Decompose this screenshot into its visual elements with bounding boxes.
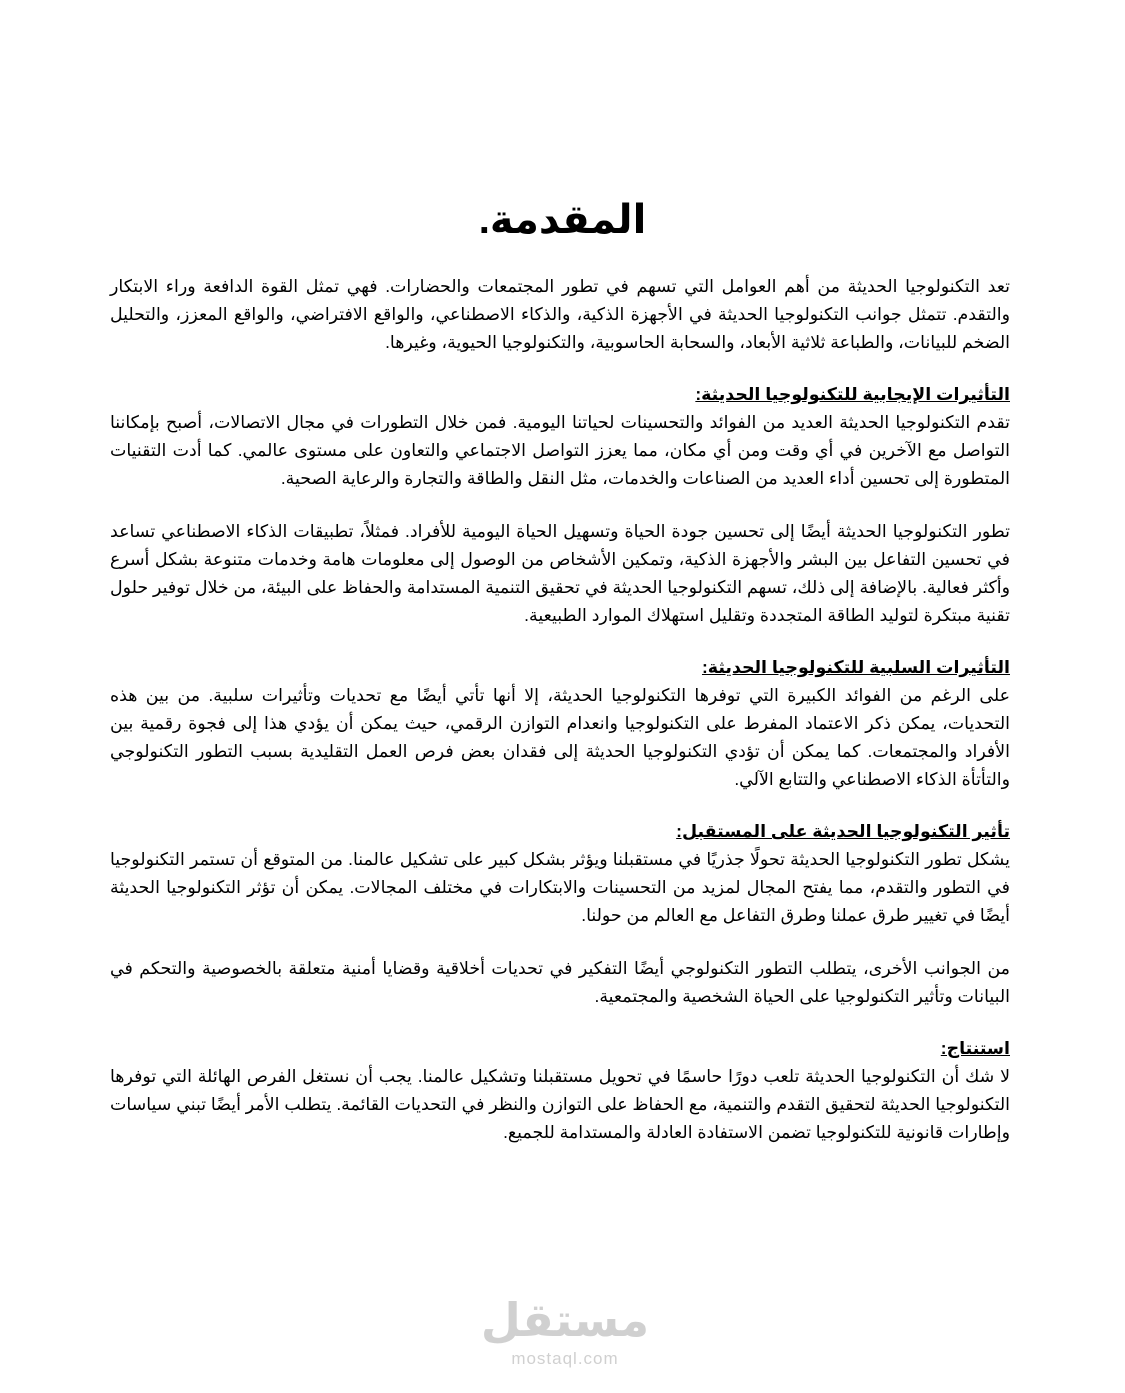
- positive-effects-heading: التأثيرات الإيجابية للتكنولوجيا الحديثة:: [695, 384, 1010, 404]
- positive-effects-paragraph-2: تطور التكنولوجيا الحديثة أيضًا إلى تحسين جودة الحياة وتسهيل الحياة اليومية للأفراد. فمثلاً، تطبيقات الذكاء الاصطناعي تساعد في تحسين التفاعل بين البشر والأجهزة الذكية، وتمكين الأشخاص من الوصول إلى معلومات هامة وخدمات متنوعة بشكل أسرع وأكثر فعالية. بالإضافة إلى ذلك، تسهم التكنولوجيا الحديثة في تحقيق التنمية المستدامة والحفاظ على البيئة، من خلال توفير حلول تقنية مبتكرة لتوليد الطاقة المتجددة وتقليل استهلاك الموارد الطبيعية.: [110, 521, 1010, 625]
- intro-section: [110, 272, 1010, 356]
- intro-paragraph: تعد التكنولوجيا الحديثة من أهم العوامل التي تسهم في تطور المجتمعات والحضارات. فهي تمثل القوة الدافعة وراء الابتكار والتقدم. تتمثل جوانب التكنولوجيا الحديثة في الأجهزة الذكية، والذكاء الاصطناعي، والواقع الافتراضي، والواقع المعزز، والتحليل الضخم للبيانات، والطباعة ثلاثية الأبعاد، والسحابة الحاسوبية، والتكنولوجيا الحيوية، وغيرها.: [110, 276, 1010, 352]
- mostaql-logo: مستقل: [480, 1294, 650, 1346]
- conclusion-paragraph: لا شك أن التكنولوجيا الحديثة تلعب دورًا حاسمًا في تحويل مستقبلنا وتشكيل عالمنا. يجب أن نستغل الفرص الهائلة التي توفرها التكنولوجيا الحديثة لتحقيق التقدم والتنمية، مع الحفاظ على التوازن والنظر في التحديات القائمة. يتطلب الأمر أيضًا تبني سياسات وإطارات قانونية للتكنولوجيا تضمن الاستفادة العادلة والمستدامة للجميع.: [110, 1066, 1010, 1142]
- future-impact-paragraph-2: من الجوانب الأخرى، يتطلب التطور التكنولوجي أيضًا التفكير في تحديات أخلاقية وقضايا أمنية متعلقة بالخصوصية والتحكم في البيانات وتأثير التكنولوجيا على الحياة الشخصية والمجتمعية.: [110, 958, 1010, 1006]
- mostaql-watermark: [470, 1292, 660, 1382]
- conclusion-section: [110, 1034, 1010, 1146]
- mostaql-url: mostaql.com: [511, 1349, 619, 1368]
- future-impact-section: [110, 817, 1010, 1010]
- positive-effects-section: [110, 380, 1010, 629]
- conclusion-heading: استنتاج:: [940, 1038, 1010, 1058]
- future-impact-heading: تأثير التكنولوجيا الحديثة على المستقبل:: [676, 821, 1010, 841]
- negative-effects-heading: التأثيرات السلبية للتكنولوجيا الحديثة:: [701, 657, 1010, 677]
- page-title: المقدمة.: [478, 198, 647, 242]
- negative-effects-paragraph: على الرغم من الفوائد الكبيرة التي توفرها التكنولوجيا الحديثة، إلا أنها تأتي أيضًا مع تحديات وتأثيرات سلبية. من بين هذه التحديات، يمكن ذكر الاعتماد المفرط على التكنولوجيا وانعدام التوازن الرقمي، حيث يمكن أن يؤدي هذا إلى فجوة رقمية بين الأفراد والمجتمعات. كما يمكن أن تؤدي التكنولوجيا الحديثة إلى فقدان بعض فرص العمل التقليدية بسبب التطور التكنولوجي والتأتأة الذكاء الاصطناعي والتتابع الآلي.: [110, 685, 1010, 789]
- negative-effects-section: [110, 653, 1010, 793]
- document-body: [110, 272, 1010, 1170]
- positive-effects-paragraph-1: تقدم التكنولوجيا الحديثة العديد من الفوائد والتحسينات لحياتنا اليومية. فمن خلال التطورات في مجال الاتصالات، أصبح بإمكاننا التواصل مع الآخرين في أي وقت ومن أي مكان، مما يعزز التواصل الاجتماعي والتعاون على مستوى عالمي. كما أدت التقنيات المتطورة إلى تحسين أداء العديد من الصناعات والخدمات، مثل النقل والطاقة والتجارة والرعاية الصحية.: [110, 412, 1010, 488]
- future-impact-paragraph-1: يشكل تطور التكنولوجيا الحديثة تحولًا جذريًا في مستقبلنا ويؤثر بشكل كبير على تشكيل عالمنا. من المتوقع أن تستمر التكنولوجيا في التطور والتقدم، مما يفتح المجال لمزيد من التحسينات والابتكارات في مختلف المجالات. يمكن أن تؤثر التكنولوجيا الحديثة أيضًا في تغيير طرق عملنا وطرق التفاعل مع العالم من حولنا.: [110, 849, 1010, 925]
